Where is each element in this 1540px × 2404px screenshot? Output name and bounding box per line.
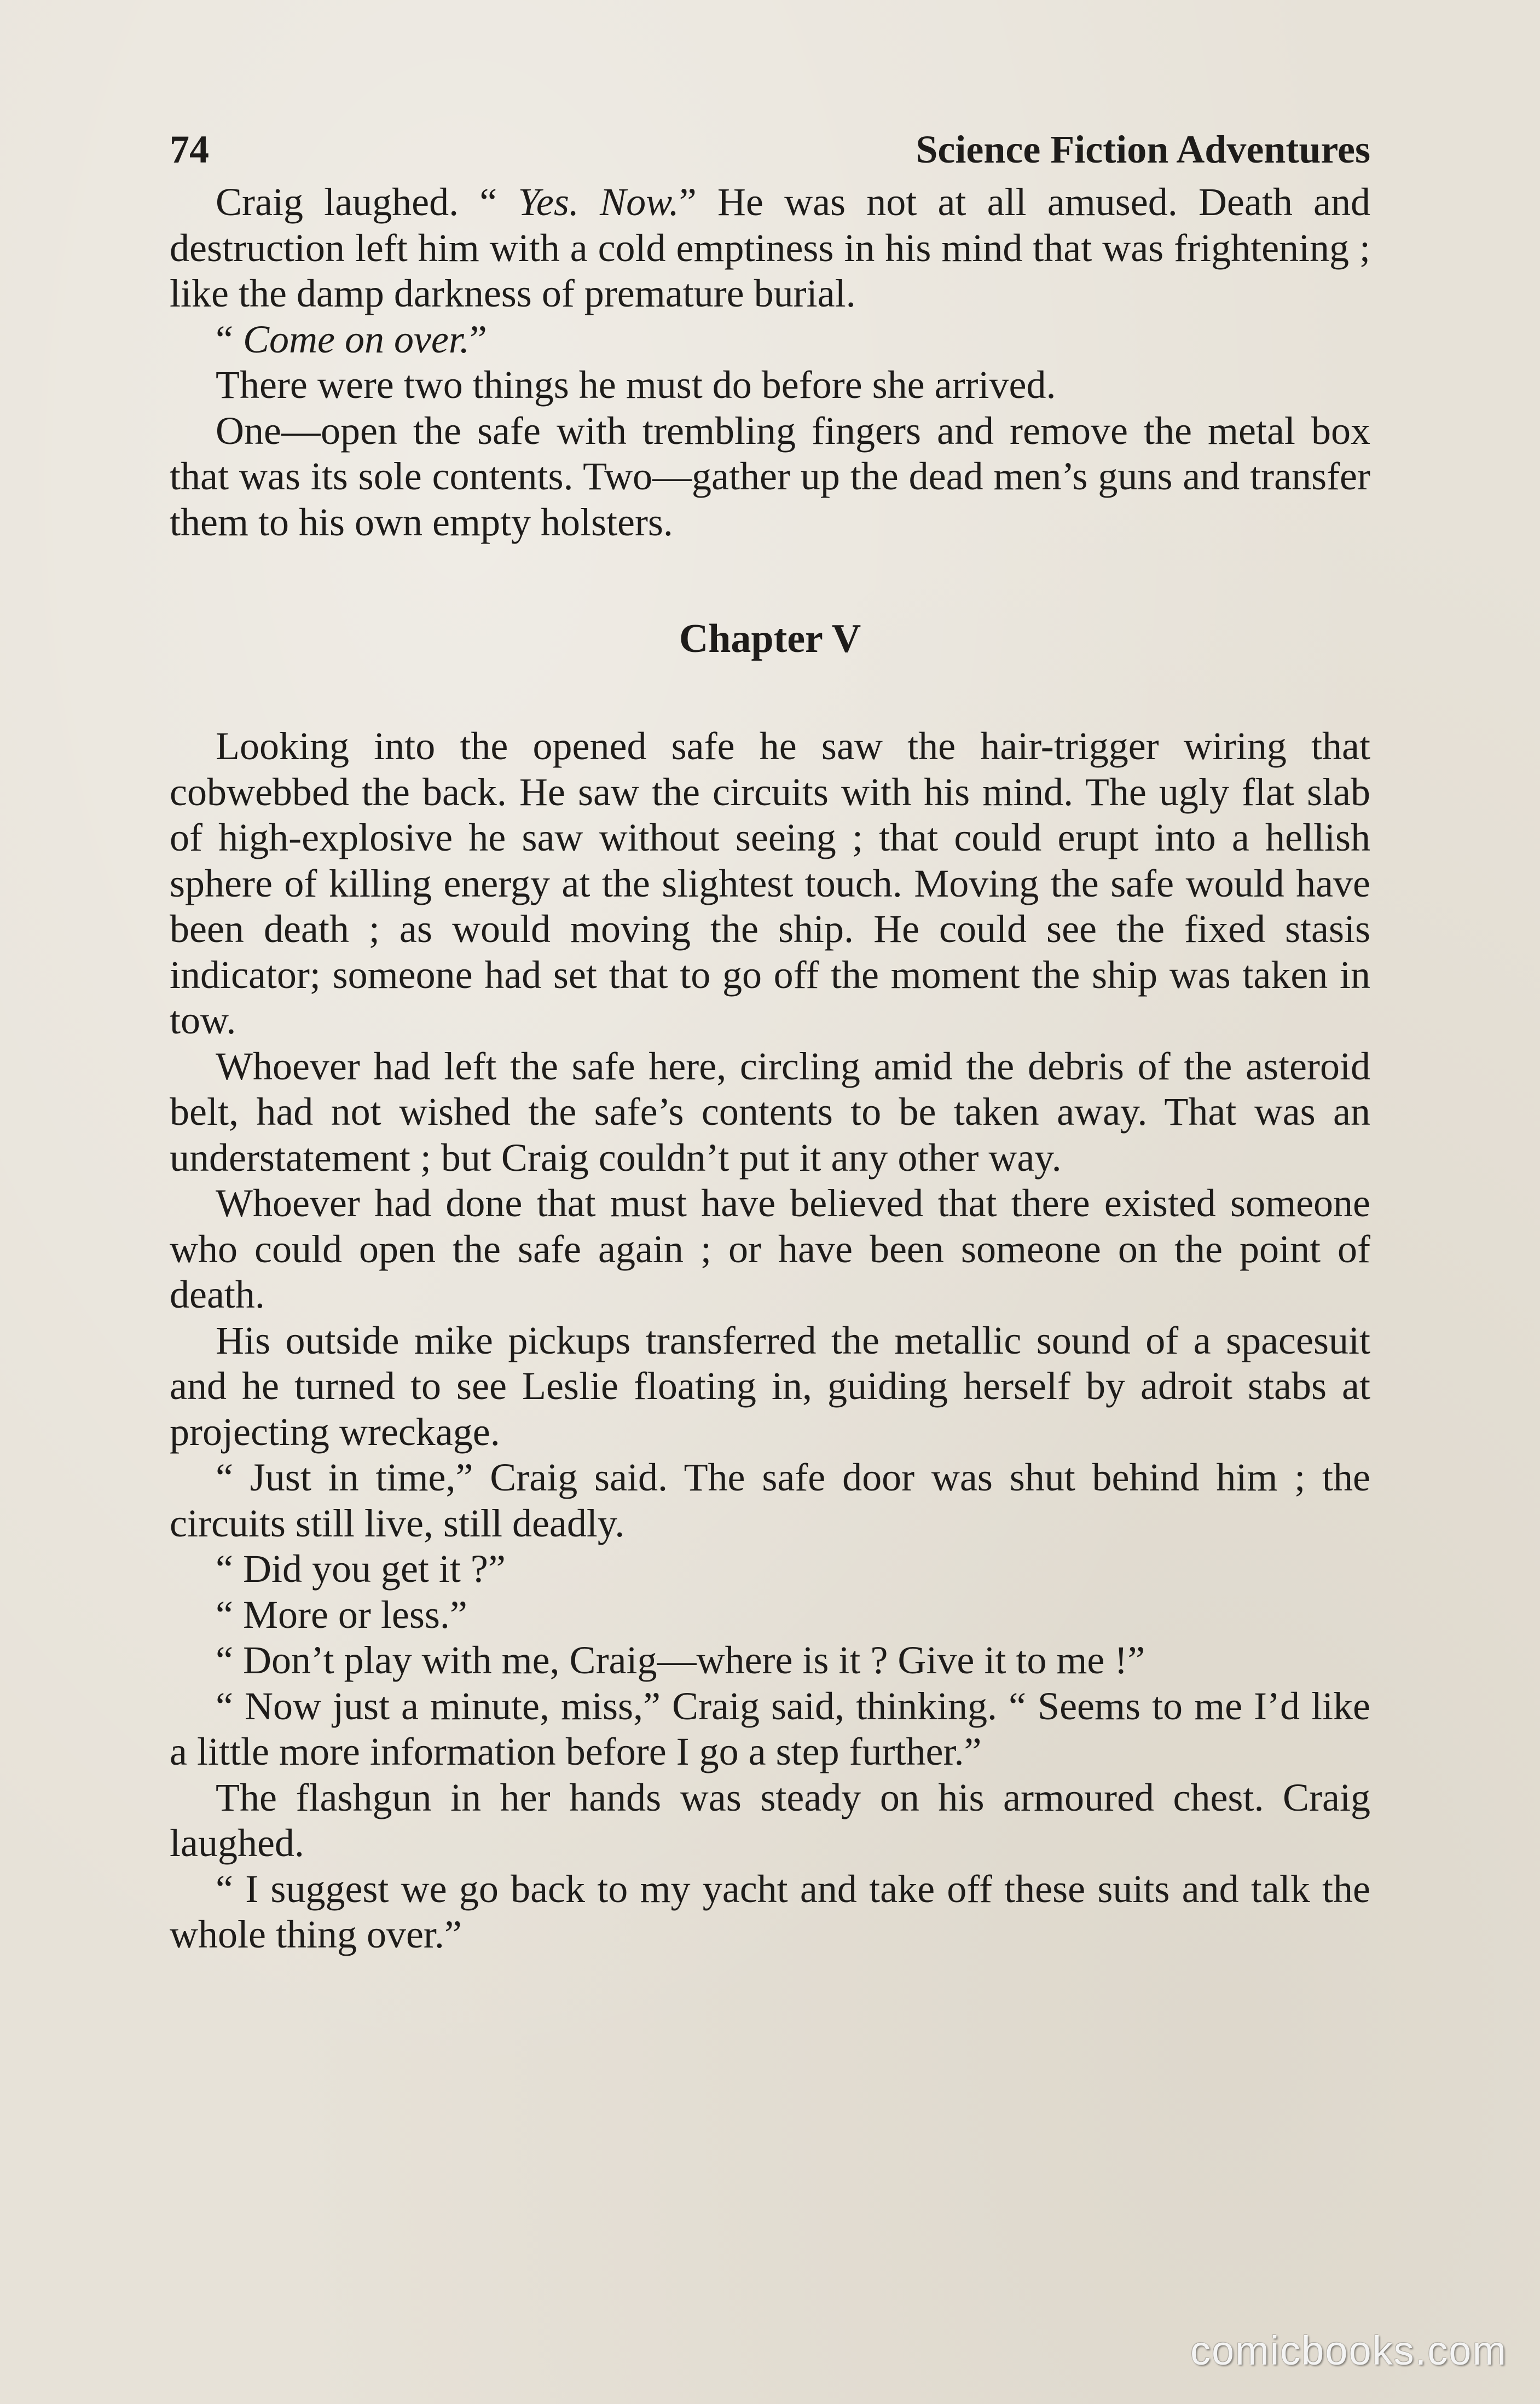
running-title: Science Fiction Adventures [916, 128, 1370, 171]
paragraph: The flashgun in her hands was steady on his armoured chest. Craig laughed. [170, 1775, 1370, 1865]
paragraph: “ Now just a minute, miss,” Craig said, thinking. “ Seems to me I’d like a little more information before I go a step further.” [170, 1684, 1370, 1773]
paragraph: Whoever had done that must have believed that there existed someone who could open the safe again ; or have been someone on the point of death. [170, 1181, 1370, 1316]
chapter-heading: Chapter V [679, 616, 861, 661]
section-two [170, 724, 1370, 1958]
page-number: 74 [170, 128, 209, 171]
paragraph: “ Did you get it ?” [216, 1547, 506, 1591]
paragraph: Whoever had left the safe here, circling amid the debris of the asteroid belt, had not wished the safe’s contents to be taken away. That was an understatement ; but Craig couldn’t put it any other way. [170, 1044, 1370, 1180]
running-head [170, 125, 1370, 174]
paragraph: “ Come on over.” [216, 317, 487, 361]
watermark: comicbooks.com [1190, 2328, 1507, 2373]
section-one [170, 180, 1370, 545]
book-page [170, 125, 1370, 1958]
paragraph: One—open the safe with trembling fingers and remove the metal box that was its sole contents. Two—gather up the dead men’s guns and transfer them to his own empty holsters. [170, 408, 1370, 544]
paragraph: Looking into the opened safe he saw the hair-trigger wiring that cobwebbed the back. He saw the circuits with his mind. The ugly flat slab of high-explosive he saw without seeing ; that could erupt into a hellish sphere of killing energy at the slightest touch. Moving the safe would have been death ; as would moving the ship. He could see the fixed stasis indicator; someone had set that to go off the moment the ship was taken in tow. [170, 724, 1370, 1042]
paragraph: His outside mike pickups transferred the metallic sound of a spacesuit and he turned to see Leslie floating in, guiding herself by adroit stabs at projecting wreckage. [170, 1318, 1370, 1454]
paragraph: “ Don’t play with me, Craig—where is it ? Give it to me !” [216, 1638, 1145, 1682]
paragraph: Craig laughed. “ Yes. Now.” He was not at all amused. Death and destruction left him with a cold emptiness in his mind that was frightening ; like the damp darkness of premature burial. [170, 180, 1370, 315]
paragraph: There were two things he must do before she arrived. [216, 363, 1056, 407]
paragraph: “ More or less.” [216, 1592, 467, 1637]
paragraph: “ I suggest we go back to my yacht and take off these suits and talk the whole thing over.” [170, 1866, 1370, 1956]
paragraph: “ Just in time,” Craig said. The safe door was shut behind him ; the circuits still live, still deadly. [170, 1455, 1370, 1545]
